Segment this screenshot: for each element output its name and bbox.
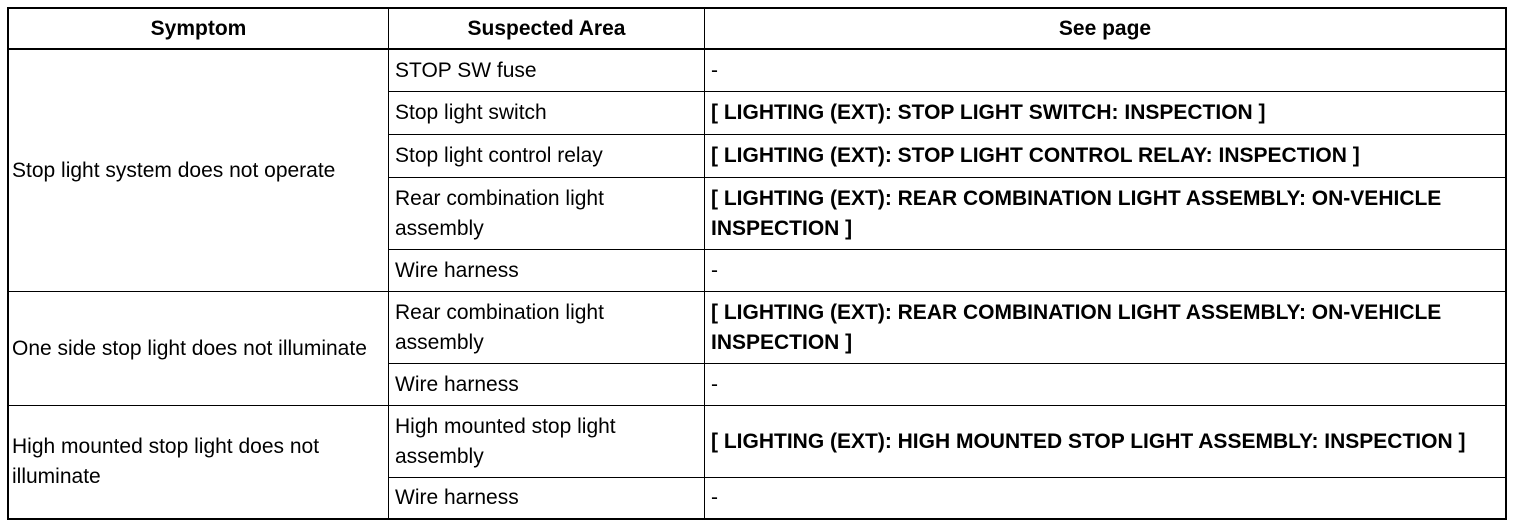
symptom-cell: One side stop light does not illuminate [9, 292, 389, 406]
suspected-area-cell: Stop light control relay [389, 135, 705, 178]
header-suspected-area: Suspected Area [389, 9, 705, 50]
see-page-cell: - [705, 50, 1505, 92]
symptom-cell: High mounted stop light does not illuminate [9, 406, 389, 518]
see-page-cell: - [705, 364, 1505, 406]
see-page-link[interactable]: [ LIGHTING (EXT): REAR COMBINATION LIGHT ASSEMBLY: ON-VEHICLE INSPECTION ] [705, 178, 1505, 250]
suspected-area-cell: Wire harness [389, 364, 705, 406]
suspected-area-cell: STOP SW fuse [389, 50, 705, 92]
suspected-area-cell: Rear combination light assembly [389, 178, 705, 250]
see-page-cell: - [705, 250, 1505, 292]
header-symptom: Symptom [9, 9, 389, 50]
see-page-link[interactable]: [ LIGHTING (EXT): HIGH MOUNTED STOP LIGHT ASSEMBLY: INSPECTION ] [705, 406, 1505, 478]
see-page-link[interactable]: [ LIGHTING (EXT): REAR COMBINATION LIGHT ASSEMBLY: ON-VEHICLE INSPECTION ] [705, 292, 1505, 364]
header-see-page: See page [705, 9, 1505, 50]
see-page-link[interactable]: [ LIGHTING (EXT): STOP LIGHT CONTROL RELAY: INSPECTION ] [705, 135, 1505, 178]
suspected-area-cell: Stop light switch [389, 92, 705, 135]
see-page-link[interactable]: [ LIGHTING (EXT): STOP LIGHT SWITCH: INSPECTION ] [705, 92, 1505, 135]
symptom-cell: Stop light system does not operate [9, 50, 389, 292]
suspected-area-cell: Wire harness [389, 250, 705, 292]
suspected-area-cell: Wire harness [389, 478, 705, 518]
suspected-area-cell: High mounted stop light assembly [389, 406, 705, 478]
suspected-area-cell: Rear combination light assembly [389, 292, 705, 364]
see-page-cell: - [711, 486, 718, 509]
troubleshooting-table [7, 7, 1507, 520]
